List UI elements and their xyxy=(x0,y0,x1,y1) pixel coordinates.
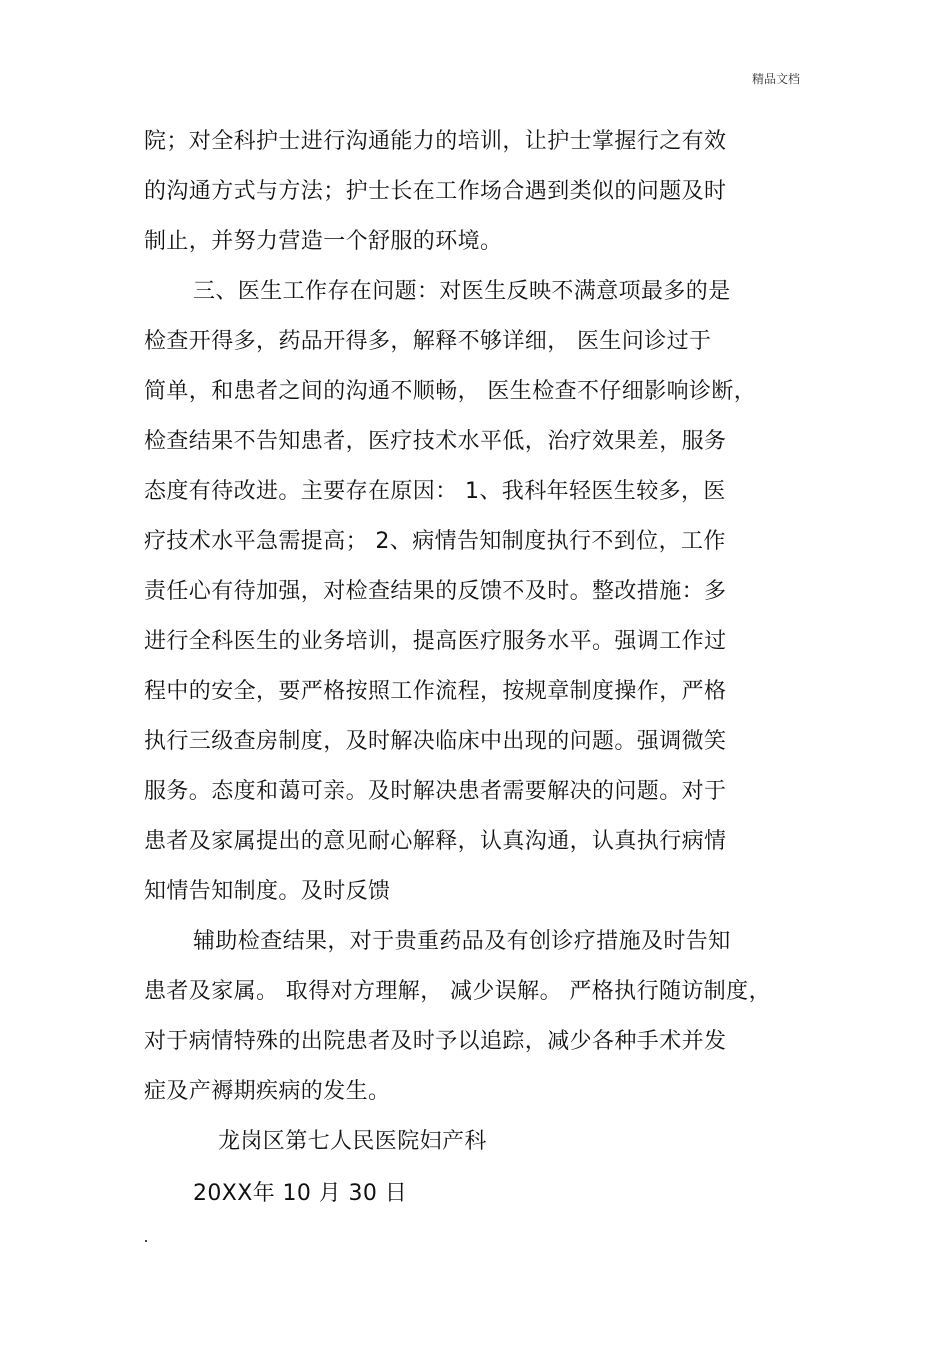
section-heading-line: 三、医生工作存在问题：对医生反映不满意项最多的是 xyxy=(193,279,731,304)
body-line: 疗技术水平急需提高； 2、病情告知制度执行不到位，工作 xyxy=(144,529,726,554)
body-line: 对于病情特殊的出院患者及时予以追踪，减少各种手术并发 xyxy=(144,1029,727,1054)
signature-organization: 龙岗区第七人民医院妇产科 xyxy=(218,1129,487,1154)
stray-mark xyxy=(145,1240,147,1242)
body-line: 症及产褥期疾病的发生。 xyxy=(144,1079,391,1104)
body-line: 知情告知制度。及时反馈 xyxy=(144,879,391,904)
body-line: 患者及家属。 取得对方理解， 减少误解。 严格执行随访制度， xyxy=(144,979,771,1004)
body-line: 服务。态度和蔼可亲。及时解决患者需要解决的问题。对于 xyxy=(144,779,727,804)
body-line: 进行全科医生的业务培训，提高医疗服务水平。强调工作过 xyxy=(144,629,727,654)
body-line: 简单，和患者之间的沟通不顺畅， 医生检查不仔细影响诊断， xyxy=(144,379,757,404)
signature-date: 20XX年 10 月 30 日 xyxy=(193,1181,408,1206)
body-line: 执行三级查房制度，及时解决临床中出现的问题。强调微笑 xyxy=(144,729,727,754)
body-line: 院；对全科护士进行沟通能力的培训，让护士掌握行之有效 xyxy=(144,129,727,154)
body-line: 检查结果不告知患者，医疗技术水平低，治疗效果差，服务 xyxy=(144,429,727,454)
body-line: 态度有待改进。主要存在原因： 1、我科年轻医生较多，医 xyxy=(144,479,726,504)
body-line: 的沟通方式与方法；护士长在工作场合遇到类似的问题及时 xyxy=(144,179,727,204)
body-line: 制止，并努力营造一个舒服的环境。 xyxy=(144,229,503,254)
body-line: 责任心有待加强，对检查结果的反馈不及时。整改措施：多 xyxy=(144,579,727,604)
body-line: 检查开得多，药品开得多，解释不够详细， 医生问诊过于 xyxy=(144,329,712,354)
body-line: 辅助检查结果，对于贵重药品及有创诊疗措施及时告知 xyxy=(193,929,731,954)
header-label: 精品文档 xyxy=(752,72,801,86)
body-line: 程中的安全，要严格按照工作流程，按规章制度操作，严格 xyxy=(144,679,727,704)
body-line: 患者及家属提出的意见耐心解释，认真沟通，认真执行病情 xyxy=(144,829,727,854)
